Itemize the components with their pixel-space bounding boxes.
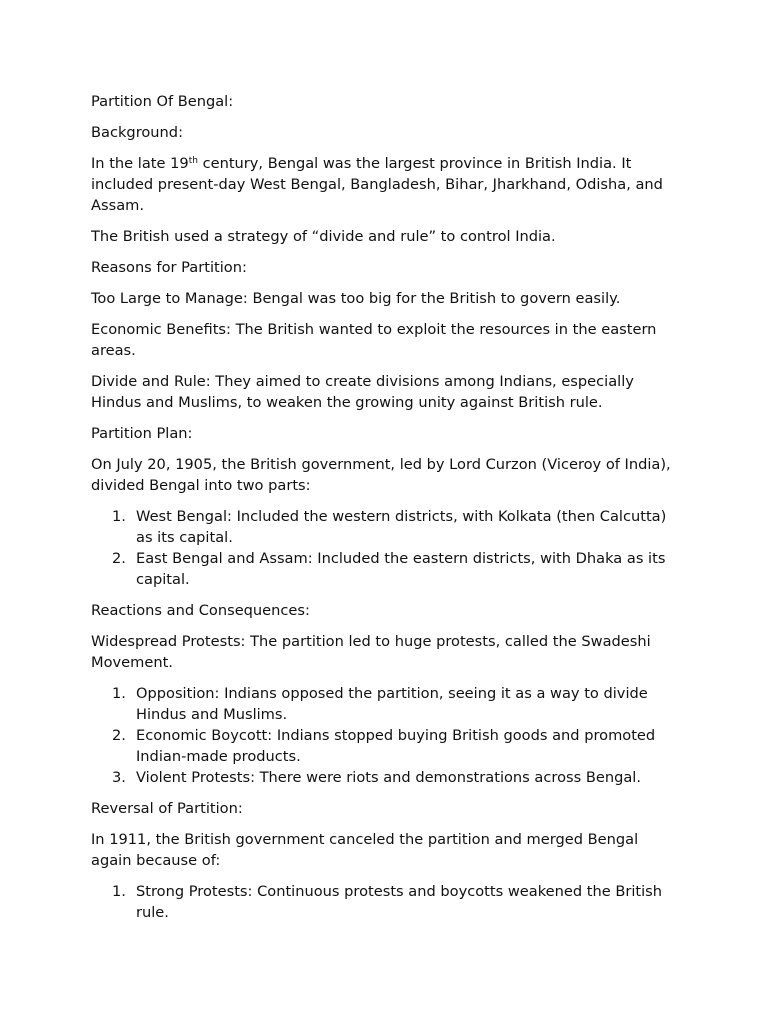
list-number: 2. [112, 550, 126, 567]
reversal-heading: Reversal of Partition: [91, 800, 243, 817]
reason-paragraph: Divide and Rule: They aimed to create divisions among Indians, especially Hindus and Muslims, to weaken the growing unity against British rule. [91, 373, 634, 411]
background-text-start: In the late 19 [91, 155, 189, 172]
reactions-intro: Widespread Protests: The partition led to huge protests, called the Swadeshi Movement. [91, 633, 651, 671]
background-text-end: century, Bengal was the largest province in British India. It included present-day West Bengal, Bangladesh, Bihar, Jharkhand, Odisha, and Assam. [91, 155, 663, 214]
plan-heading: Partition Plan: [91, 425, 193, 442]
background-heading: Background: [91, 124, 183, 141]
list-item [91, 725, 676, 767]
background-paragraph-2: The British used a strategy of “divide and rule” to control India. [91, 228, 556, 245]
list-item [91, 881, 676, 923]
list-item [91, 767, 676, 788]
list-item [91, 683, 676, 725]
reason-paragraph: Economic Benefits: The British wanted to exploit the resources in the eastern areas. [91, 321, 657, 359]
reasons-heading: Reasons for Partition: [91, 259, 247, 276]
list-number: 1. [112, 508, 126, 525]
list-item-text: Strong Protests: Continuous protests and boycotts weakened the British rule. [136, 883, 663, 921]
reactions-list [91, 683, 676, 788]
list-item-text: West Bengal: Included the western districts, with Kolkata (then Calcutta) as its capital. [136, 508, 667, 546]
ordinal-superscript: th [188, 156, 198, 166]
list-item-text: East Bengal and Assam: Included the eastern districts, with Dhaka as its capital. [136, 550, 666, 588]
background-paragraph-1 [91, 153, 676, 216]
reason-paragraph: Too Large to Manage: Bengal was too big for the British to govern easily. [91, 290, 621, 307]
list-item [91, 548, 676, 590]
list-number: 3. [112, 769, 126, 786]
reversal-intro: In 1911, the British government canceled the partition and merged Bengal again because of: [91, 831, 639, 869]
document-title: Partition Of Bengal: [91, 93, 234, 110]
list-item-text: Economic Boycott: Indians stopped buying British goods and promoted Indian-made products. [136, 727, 656, 765]
list-number: 2. [112, 727, 126, 744]
list-item-text: Violent Protests: There were riots and demonstrations across Bengal. [136, 769, 641, 786]
plan-intro: On July 20, 1905, the British government, led by Lord Curzon (Viceroy of India), divided Bengal into two parts: [91, 456, 671, 494]
list-item-text: Opposition: Indians opposed the partition, seeing it as a way to divide Hindus and Muslims. [136, 685, 648, 723]
reactions-heading: Reactions and Consequences: [91, 602, 310, 619]
list-number: 1. [112, 883, 126, 900]
reversal-list [91, 881, 676, 923]
list-item [91, 506, 676, 548]
list-number: 1. [112, 685, 126, 702]
plan-list [91, 506, 676, 590]
